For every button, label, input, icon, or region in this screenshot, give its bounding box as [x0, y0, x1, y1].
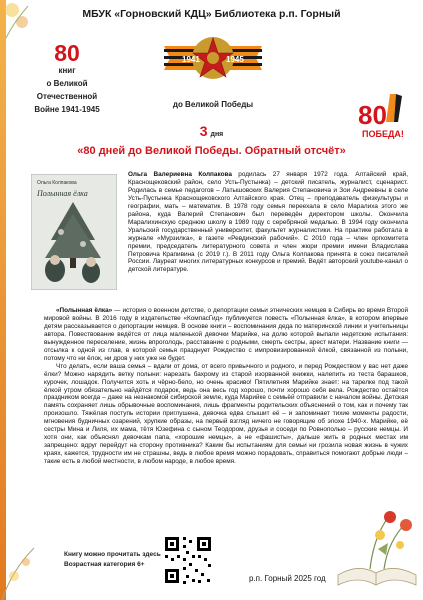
- left-title-line: о Великой: [46, 79, 88, 88]
- footer-read-here: Книгу можно прочитать здесь: [64, 551, 161, 558]
- footer-town-year: р.п. Горный 2025 год: [249, 574, 326, 583]
- left-title-line: Войне 1941-1945: [34, 105, 100, 114]
- day-label: дня: [210, 131, 224, 138]
- logo-word: ПОБЕДА!: [362, 129, 404, 139]
- description-text: — история о военном детстве, о депортации семьи этнических немцев в Сибирь во время Второй мировой войны. В 2016 году в издательстве «КомпасГид» публикуется повесть «Полынная ёлка», в котором впервые детям рассказывается о депортации немцев. В основе книги – воспоминания деда по материнской линии и учительницы автора. Повествование ведётся от лица маленькой девочки Марийке, на долю которой выпали недетские испытания: вынужденное переселение, жизнь впроголодь, расставание с родными, смерть сестры, арест матери. Название книги — отсылка к одной из глав, в которой семья празднует Рождество с импровизированной ёлкой, связанной из полыни, потому что ни ёлок, ни дров у них уже не будет.: [44, 307, 409, 362]
- author-name: Ольга Валериевна Колпакова: [128, 171, 232, 178]
- qr-code-icon[interactable]: [163, 535, 213, 585]
- left-stripe: [0, 0, 6, 600]
- left-title-line: Отечественной: [36, 92, 98, 101]
- flower-decoration-icon: [2, 0, 32, 40]
- description-paragraph: Что делать, если ваша семья – вдали от дома, от всего привычного и родного, и перед Рождеством у вас нет даже ёлки? Можно нарядить ветку полыни: нарезать бахрому из старой изорванной книжки, налепить из теста барашков, курочек, лошадок. Получится хоть и чёрно-бело, но очень красиво! Пятилетняя Марийке знает: на тарелке под такой ёлкой утром обязательно найдётся подарок, ведь она весь год хорошо, почти хорошо себя вела. Рождество остаётся праздником всегда – даже на незнакомой сибирской земле, куда Марийке с семьёй отправили с началом войны. Детская память сохраняет лишь обрывочные воспоминания, лишь фрагменты родительских объяснений о том, как и почему так произошло. Тяжёлая поступь истории приглушена, девочка едва слышит её – и запоминает тихие моменты радости, мгновения будничных озарений, хрупкие образы, на первый взгляд ничего не говорящие об эпохе 1940-х. Марийке, её сестры Мина и Лиля, их мама, тётя Юзефина с сыном Теодором, друзья и соседи по Ровнополью – русские немцы. И хотя они, как объяснял девочкам папа, «хорошие немцы», а не «фашисты», дальше жить в родных местах им запрещено: вдруг перейдут на сторону противника? Каким бы испытаниям для семьи ни грозила новая жизнь в чужих краях, кажется, трудности им не страшны, ведь в любое время можно порадовать, справиться помогают добрые люди – такие есть в любой местности, в любом народе, в любое время.: [44, 362, 408, 466]
- book-cover-image: [31, 174, 117, 290]
- st-george-ribbon-emblem: [160, 28, 266, 94]
- left-title-number: 80: [54, 40, 80, 66]
- book-title-inline: «Полынная ёлка»: [56, 307, 113, 314]
- day-number: 3: [199, 123, 208, 139]
- author-bio-text: родилась 27 января 1972 года. Алтайский край, Краснощековский район, село Усть-Пустынка) – детский писатель, журналист, сценарист. Родилась в семье педагогов – Латышовских Валерия Степановича и Зои Андреевны в селе Усть-Пустынка Краснощековского Алтайского края. Отец – преподаватель физкультуры и географии, мать – математик. В 1978 году семья переехала в село Маралиха этого же района, куда Валерий Степанович был переведён директором школы. Окончила Маралихинскую среднюю школу в 1989 году с серебряной медалью. В 1994 году окончила Уральский государственный университет, факультет журналистики. На практике работала в журнале «Мурзилка», в газете «Ревдинский рабочий». С 2010 года – член оргкомитета премии, председатель литературного совета и член жюри премии имени Владислава Петровича Крапивина (с 2019 г.). В 2011 году Ольга Колпакова принята в союз писателей России. Лауреат многих литературных конкурсов и премий. Ведёт авторский youtube-канал о детской литературе.: [128, 171, 409, 274]
- left-title-block: [22, 42, 112, 116]
- day-counter: [0, 123, 423, 141]
- open-book-with-flowers-icon: [330, 505, 422, 595]
- organization-header: МБУК «Горновский КДЦ» Библиотека р.п. Горный: [82, 8, 341, 20]
- center-subtitle: до Великой Победы: [172, 100, 254, 109]
- main-title: «80 дней до Великой Победы. Обратный отсчёт»: [77, 145, 346, 157]
- ribbon-year-start: 1941: [182, 55, 200, 64]
- book-description: [44, 307, 408, 466]
- footer-info: [64, 550, 161, 570]
- flower-decoration-icon: [0, 536, 40, 600]
- book-cover-author: Ольга Колпакова: [37, 180, 77, 186]
- left-title-line: книг: [58, 66, 76, 75]
- footer-age-category: Возрастная категория 6+: [64, 561, 145, 568]
- author-biography: [128, 171, 408, 274]
- logo-number: 80: [358, 100, 387, 130]
- ribbon-year-end: 1945: [226, 55, 244, 64]
- book-cover-title: Полынная ёлка: [37, 189, 88, 198]
- description-paragraph: [44, 307, 408, 363]
